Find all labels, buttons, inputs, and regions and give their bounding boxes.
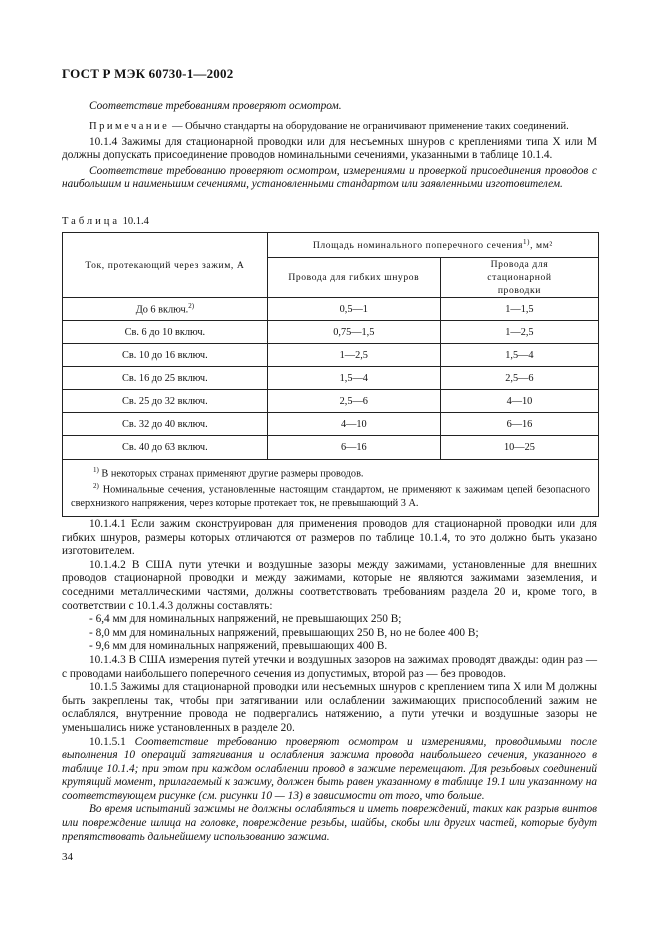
cell-fixed: 4—10 (440, 390, 598, 413)
header-area: Площадь номинального поперечного сечения$^{1)}$, мм² (267, 233, 598, 258)
cell-fixed: 1—2,5 (440, 321, 598, 344)
clause-10-1-5: 10.1.5 Зажимы для стационарной проводки или несъемных шнуров с креплением типа X или M должны быть закреплены так, чтобы при затягивании или ослаблении зажимающих приспособлений зажим не ослаблялся, внутренние провода не подвергались натяжению, а пути утечки и воздушные зазоры не уменьшались ниже установленных в разделе 20. (62, 681, 597, 734)
cell-fixed: 1,5—4 (440, 344, 598, 367)
table-row (63, 367, 599, 390)
intro-section (62, 100, 597, 192)
cell-fixed: 1—1,5 (440, 298, 598, 321)
table-caption-number: 10.1.4 (122, 216, 149, 227)
cell-flexible: 6—16 (267, 436, 440, 460)
cell-fixed: 2,5—6 (440, 367, 598, 390)
header-current: Ток, протекающий через зажим, А (63, 233, 268, 298)
list-item: - 6,4 мм для номинальных напряжений, не превышающих 250 В; (89, 613, 402, 626)
cell-flexible: 1—2,5 (267, 344, 440, 367)
table-row (63, 298, 599, 321)
table-row (63, 436, 599, 460)
footnote-1: $^{1)}$ В некоторых странах применяют другие размеры проводов. (93, 466, 364, 480)
compliance-visual: Соответствие требованиям проверяют осмотром. (89, 100, 342, 112)
body-section (62, 518, 597, 844)
clause-10-1-4-1: 10.1.4.1 Если зажим сконструирован для применения проводов для стационарной проводки или для гибких шнуров, размеры которых отличаются от размеров по таблице 10.1.4, то это должно быть указано изготовителем. (62, 518, 597, 558)
footnote-2: $^{2)}$ Номинальные сечения, установленные настоящим стандартом, не применяют к зажимам цепей безопасного сверхнизкого напряжения, через которые протекает ток, не превышающий 3 А. (71, 482, 590, 509)
table-row (63, 390, 599, 413)
cell-current: Св. 25 до 32 включ. (63, 390, 268, 413)
table-caption-label: Таблица (62, 216, 121, 227)
cell-flexible: 4—10 (267, 413, 440, 436)
cell-current: Св. 40 до 63 включ. (63, 436, 268, 460)
compliance-10-1-4: Соответствие требованию проверяют осмотром, измерениями и проверкой присоединения проводов с наибольшим и наименьшим сечениями, установленными стандартом или заявленными изготовителем. (62, 164, 597, 191)
terminal-table (62, 232, 599, 517)
note (62, 120, 597, 133)
clause-10-1-4-2: 10.1.4.2 В США пути утечки и воздушные зазоры между зажимами, установленные для внешних проводов стационарной проводки и между зажимами, которые не являются зажимами заземления, и соседними металлическими частями, должны соответствовать требованиям раздела 20 и, кроме того, в соответствии с 10.1.4.3 должны составлять: (62, 558, 597, 612)
cell-flexible: 2,5—6 (267, 390, 440, 413)
clause-10-1-4-3: 10.1.4.3 В США измерения путей утечки и воздушных зазоров на зажимах проводят дважды: один раз — с проводами наибольшего поперечного сечения из допустимых, второй раз — без проводов. (62, 653, 597, 680)
table-row (63, 413, 599, 436)
cell-flexible: 1,5—4 (267, 367, 440, 390)
list-item: - 9,6 мм для номинальных напряжений, превышающих 400 В. (89, 640, 388, 653)
cell-current: Св. 10 до 16 включ. (63, 344, 268, 367)
note-label: Примечание (89, 120, 170, 132)
table-footnotes (63, 460, 599, 517)
table-row (63, 344, 599, 367)
page-number: 34 (62, 851, 73, 863)
cell-fixed: 10—25 (440, 436, 598, 460)
table-row (63, 321, 599, 344)
header-fixed: Провода для стационарной проводки (440, 258, 598, 298)
cell-current: Св. 6 до 10 включ. (63, 321, 268, 344)
cell-flexible: 0,75—1,5 (267, 321, 440, 344)
list-item: - 8,0 мм для номинальных напряжений, превышающих 250 В, но не более 400 В; (89, 626, 479, 639)
final-requirement: Во время испытаний зажимы не должны ослабляться и иметь повреждений, таких как разрыв винтов или повреждение шлица на головке, повреждение резьбы, шайбы, скобы или других частей, которые будут препятствовать дальнейшему использованию зажима. (62, 803, 597, 843)
clause-10-1-5-1: 10.1.5.1 Соответствие требованию проверяют осмотром и измерениями, проводимыми после выполнения 10 операций затягивания и ослабления зажима провода наибольшего сечения, указанного в таблице 10.1.4; при этом при каждом ослаблении провод в зажиме перемещают. Для резьбовых соединений крутящий момент, прилагаемый к зажиму, должен быть равен указанному в таблице 19.1 или указанному на соответствующем рисунке (см. рисунки 10 — 13) в зависимости от того, что больше. (62, 735, 597, 802)
header-flexible: Провода для гибких шнуров (267, 258, 440, 298)
cell-current: Св. 32 до 40 включ. (63, 413, 268, 436)
table-caption (62, 216, 149, 227)
cell-fixed: 6—16 (440, 413, 598, 436)
cell-current: Св. 16 до 25 включ. (63, 367, 268, 390)
note-text: — Обычно стандарты на оборудование не ограничивают применение таких соединений. (169, 120, 569, 132)
document-header: ГОСТ Р МЭК 60730-1—2002 (62, 66, 234, 81)
cell-current: До 6 включ.$^{2)}$ (63, 298, 268, 321)
clause-10-1-4: 10.1.4 Зажимы для стационарной проводки или для несъемных шнуров с креплениями типа X или M должны допускать присоединение проводов номинальными сечениями, указанными в таблице 10.1.4. (62, 135, 597, 162)
cell-flexible: 0,5—1 (267, 298, 440, 321)
